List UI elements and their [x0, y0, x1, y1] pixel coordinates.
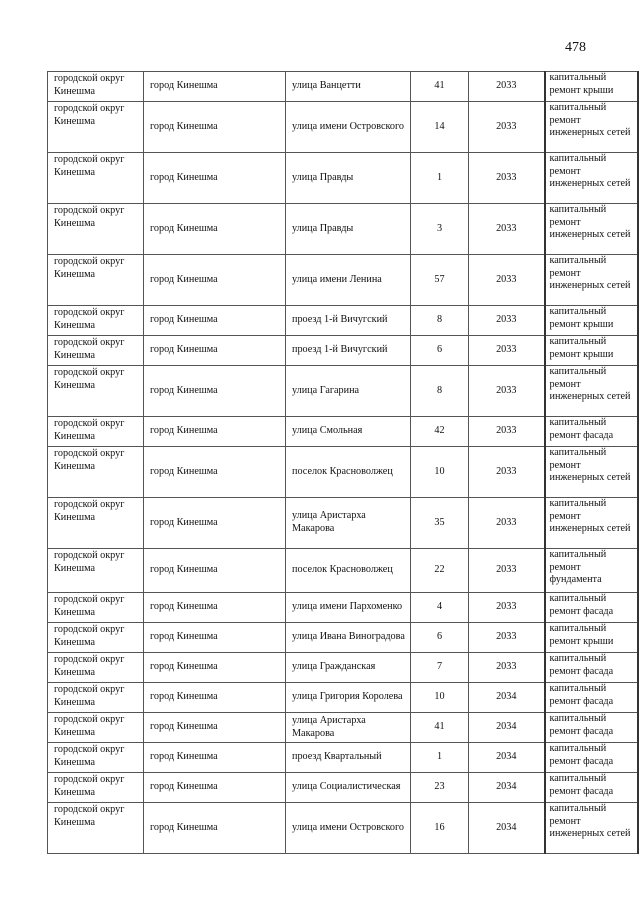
house-number-cell: 16: [411, 803, 469, 854]
city-cell: город Кинешма: [144, 366, 286, 417]
year-cell: 2034: [469, 773, 545, 803]
city-cell: город Кинешма: [144, 549, 286, 593]
table-row: [48, 593, 638, 623]
year-cell: 2034: [469, 743, 545, 773]
table-row: [48, 447, 638, 498]
work-type-cell: капитальный ремонт крыши: [545, 306, 638, 336]
city-cell: город Кинешма: [144, 743, 286, 773]
table-row: [48, 743, 638, 773]
table-row: [48, 102, 638, 153]
house-number-cell: 10: [411, 447, 469, 498]
house-number-cell: 7: [411, 653, 469, 683]
street-cell: проезд 1-й Вичугский: [286, 306, 411, 336]
work-type-cell: капитальный ремонт фасада: [545, 743, 638, 773]
table-row: [48, 683, 638, 713]
street-cell: улица имени Пархоменко: [286, 593, 411, 623]
house-number-cell: 8: [411, 366, 469, 417]
work-type-cell: капитальный ремонт фасада: [545, 417, 638, 447]
city-cell: город Кинешма: [144, 773, 286, 803]
city-cell: город Кинешма: [144, 153, 286, 204]
city-cell: город Кинешма: [144, 498, 286, 549]
year-cell: 2033: [469, 593, 545, 623]
district-cell: городской округ Кинешма: [48, 336, 144, 366]
district-cell: городской округ Кинешма: [48, 773, 144, 803]
city-cell: город Кинешма: [144, 683, 286, 713]
house-number-cell: 6: [411, 336, 469, 366]
table-row: [48, 623, 638, 653]
table-row: [48, 653, 638, 683]
city-cell: город Кинешма: [144, 102, 286, 153]
work-type-cell: капитальный ремонт инженерных сетей: [545, 255, 638, 306]
year-cell: 2033: [469, 102, 545, 153]
street-cell: улица Аристарха Макарова: [286, 498, 411, 549]
city-cell: город Кинешма: [144, 447, 286, 498]
district-cell: городской округ Кинешма: [48, 306, 144, 336]
year-cell: 2033: [469, 498, 545, 549]
year-cell: 2033: [469, 153, 545, 204]
work-type-cell: капитальный ремонт крыши: [545, 336, 638, 366]
page-number: 478: [565, 40, 586, 55]
house-number-cell: 41: [411, 72, 469, 102]
work-type-cell: капитальный ремонт фасада: [545, 683, 638, 713]
district-cell: городской округ Кинешма: [48, 417, 144, 447]
work-type-cell: капитальный ремонт крыши: [545, 623, 638, 653]
year-cell: 2033: [469, 366, 545, 417]
work-type-cell: капитальный ремонт фасада: [545, 653, 638, 683]
year-cell: 2033: [469, 653, 545, 683]
table-row: [48, 366, 638, 417]
year-cell: 2034: [469, 683, 545, 713]
city-cell: город Кинешма: [144, 653, 286, 683]
work-type-cell: капитальный ремонт фасада: [545, 593, 638, 623]
house-number-cell: 1: [411, 153, 469, 204]
year-cell: 2034: [469, 713, 545, 743]
street-cell: проезд 1-й Вичугский: [286, 336, 411, 366]
house-number-cell: 35: [411, 498, 469, 549]
work-type-cell: капитальный ремонт инженерных сетей: [545, 153, 638, 204]
year-cell: 2033: [469, 204, 545, 255]
year-cell: 2033: [469, 417, 545, 447]
house-number-cell: 4: [411, 593, 469, 623]
work-type-cell: капитальный ремонт фасада: [545, 773, 638, 803]
work-type-cell: капитальный ремонт инженерных сетей: [545, 498, 638, 549]
district-cell: городской округ Кинешма: [48, 743, 144, 773]
year-cell: 2033: [469, 306, 545, 336]
table-row: [48, 498, 638, 549]
year-cell: 2033: [469, 623, 545, 653]
district-cell: городской округ Кинешма: [48, 72, 144, 102]
work-type-cell: капитальный ремонт инженерных сетей: [545, 366, 638, 417]
street-cell: улица Ванцетти: [286, 72, 411, 102]
street-cell: улица имени Островского: [286, 102, 411, 153]
table-row: [48, 255, 638, 306]
district-cell: городской округ Кинешма: [48, 683, 144, 713]
table-row: [48, 306, 638, 336]
district-cell: городской округ Кинешма: [48, 498, 144, 549]
district-cell: городской округ Кинешма: [48, 153, 144, 204]
street-cell: поселок Красноволжец: [286, 447, 411, 498]
table-row: [48, 336, 638, 366]
city-cell: город Кинешма: [144, 623, 286, 653]
year-cell: 2033: [469, 549, 545, 593]
street-cell: улица Ивана Виноградова: [286, 623, 411, 653]
house-number-cell: 3: [411, 204, 469, 255]
district-cell: городской округ Кинешма: [48, 204, 144, 255]
district-cell: городской округ Кинешма: [48, 623, 144, 653]
house-number-cell: 23: [411, 773, 469, 803]
work-type-cell: капитальный ремонт инженерных сетей: [545, 204, 638, 255]
work-type-cell: капитальный ремонт инженерных сетей: [545, 803, 638, 854]
house-number-cell: 57: [411, 255, 469, 306]
table-row: [48, 153, 638, 204]
table-row: [48, 803, 638, 854]
house-number-cell: 14: [411, 102, 469, 153]
district-cell: городской округ Кинешма: [48, 803, 144, 854]
city-cell: город Кинешма: [144, 417, 286, 447]
city-cell: город Кинешма: [144, 306, 286, 336]
table-row: [48, 72, 638, 102]
street-cell: улица Григория Королева: [286, 683, 411, 713]
district-cell: городской округ Кинешма: [48, 549, 144, 593]
table-row: [48, 204, 638, 255]
street-cell: улица имени Ленина: [286, 255, 411, 306]
work-type-cell: капитальный ремонт инженерных сетей: [545, 102, 638, 153]
district-cell: городской округ Кинешма: [48, 366, 144, 417]
table-row: [48, 417, 638, 447]
city-cell: город Кинешма: [144, 255, 286, 306]
street-cell: улица Гагарина: [286, 366, 411, 417]
city-cell: город Кинешма: [144, 336, 286, 366]
year-cell: 2034: [469, 803, 545, 854]
work-type-cell: капитальный ремонт фундамента: [545, 549, 638, 593]
district-cell: городской округ Кинешма: [48, 255, 144, 306]
house-number-cell: 42: [411, 417, 469, 447]
street-cell: улица Правды: [286, 153, 411, 204]
repair-schedule-table: [47, 71, 639, 854]
street-cell: улица имени Островского: [286, 803, 411, 854]
house-number-cell: 6: [411, 623, 469, 653]
city-cell: город Кинешма: [144, 593, 286, 623]
district-cell: городской округ Кинешма: [48, 447, 144, 498]
house-number-cell: 10: [411, 683, 469, 713]
city-cell: город Кинешма: [144, 713, 286, 743]
street-cell: поселок Красноволжец: [286, 549, 411, 593]
city-cell: город Кинешма: [144, 803, 286, 854]
table-row: [48, 773, 638, 803]
city-cell: город Кинешма: [144, 204, 286, 255]
work-type-cell: капитальный ремонт фасада: [545, 713, 638, 743]
year-cell: 2033: [469, 72, 545, 102]
city-cell: город Кинешма: [144, 72, 286, 102]
house-number-cell: 1: [411, 743, 469, 773]
street-cell: улица Правды: [286, 204, 411, 255]
table-row: [48, 549, 638, 593]
year-cell: 2033: [469, 255, 545, 306]
street-cell: улица Социалистическая: [286, 773, 411, 803]
house-number-cell: 8: [411, 306, 469, 336]
work-type-cell: капитальный ремонт инженерных сетей: [545, 447, 638, 498]
house-number-cell: 41: [411, 713, 469, 743]
street-cell: улица Гражданская: [286, 653, 411, 683]
district-cell: городской округ Кинешма: [48, 713, 144, 743]
street-cell: улица Смольная: [286, 417, 411, 447]
district-cell: городской округ Кинешма: [48, 653, 144, 683]
district-cell: городской округ Кинешма: [48, 102, 144, 153]
table-row: [48, 713, 638, 743]
work-type-cell: капитальный ремонт крыши: [545, 72, 638, 102]
street-cell: улица Аристарха Макарова: [286, 713, 411, 743]
house-number-cell: 22: [411, 549, 469, 593]
street-cell: проезд Квартальный: [286, 743, 411, 773]
year-cell: 2033: [469, 447, 545, 498]
year-cell: 2033: [469, 336, 545, 366]
district-cell: городской округ Кинешма: [48, 593, 144, 623]
